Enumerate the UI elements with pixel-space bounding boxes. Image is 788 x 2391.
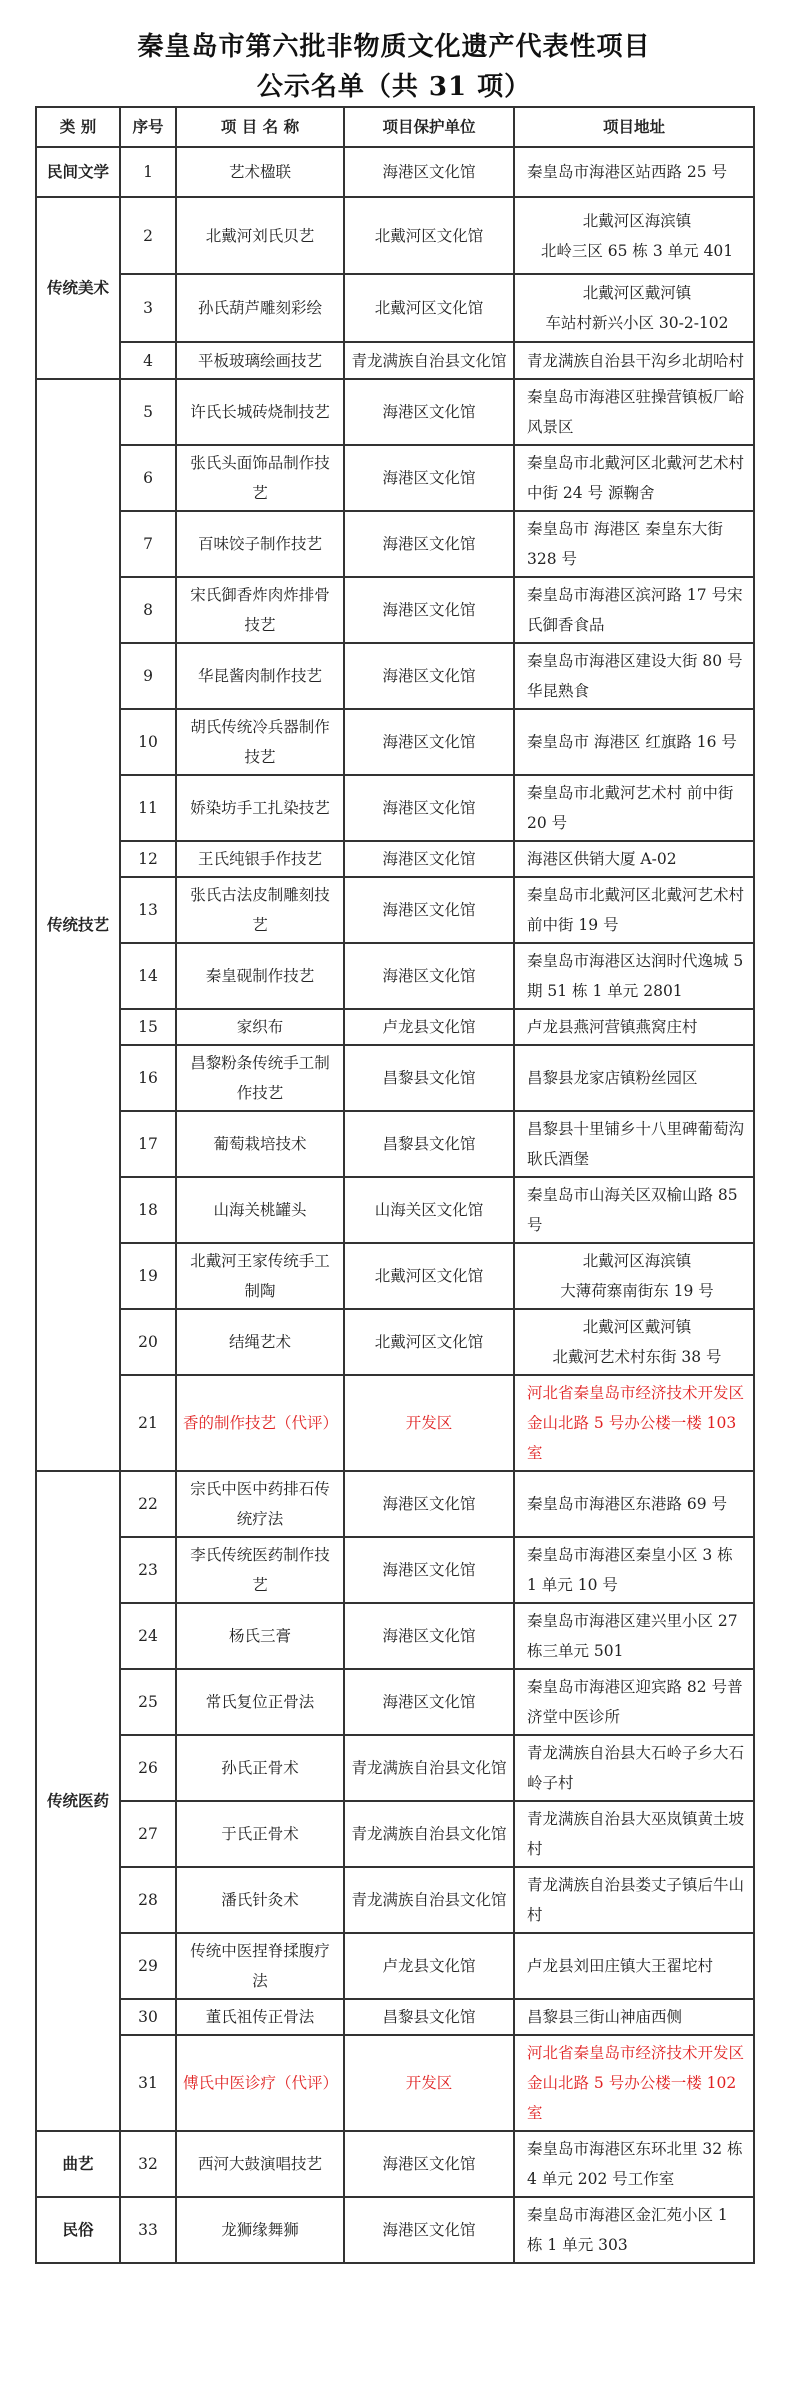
- project-name: 傅氏中医诊疗（代评）: [176, 2035, 344, 2131]
- row-number: 29: [120, 1933, 176, 1999]
- protection-unit: 海港区文化馆: [344, 841, 514, 877]
- protection-unit: 海港区文化馆: [344, 511, 514, 577]
- table-row: [36, 1243, 754, 1309]
- project-address: 秦皇岛市海港区东环北里 32 栋 4 单元 202 号工作室: [514, 2131, 754, 2197]
- table-row: [36, 1111, 754, 1177]
- protection-unit: 开发区: [344, 1375, 514, 1471]
- protection-unit: 北戴河区文化馆: [344, 1309, 514, 1375]
- project-address: 河北省秦皇岛市经济技术开发区金山北路 5 号办公楼一楼 102 室: [514, 2035, 754, 2131]
- project-name: 北戴河刘氏贝艺: [176, 197, 344, 274]
- project-address: 秦皇岛市海港区滨河路 17 号宋氏御香食品: [514, 577, 754, 643]
- table-row: [36, 1009, 754, 1045]
- row-number: 14: [120, 943, 176, 1009]
- row-number: 1: [120, 147, 176, 197]
- project-name: 平板玻璃绘画技艺: [176, 342, 344, 379]
- project-address: 秦皇岛市海港区达润时代逸城 5 期 51 栋 1 单元 2801: [514, 943, 754, 1009]
- table-row: [36, 1471, 754, 1537]
- project-address: 昌黎县龙家店镇粉丝园区: [514, 1045, 754, 1111]
- table-row: [36, 877, 754, 943]
- protection-unit: 海港区文化馆: [344, 379, 514, 445]
- project-name: 传统中医捏脊揉腹疗法: [176, 1933, 344, 1999]
- protection-unit: 北戴河区文化馆: [344, 1243, 514, 1309]
- table-row: [36, 2197, 754, 2263]
- project-name: 香的制作技艺（代评）: [176, 1375, 344, 1471]
- project-name: 华昆酱肉制作技艺: [176, 643, 344, 709]
- row-number: 11: [120, 775, 176, 841]
- project-name: 艺术楹联: [176, 147, 344, 197]
- project-name: 百味饺子制作技艺: [176, 511, 344, 577]
- project-address: 秦皇岛市海港区建设大街 80 号华昆熟食: [514, 643, 754, 709]
- project-address: 青龙满族自治县大石岭子乡大石岭子村: [514, 1735, 754, 1801]
- heritage-table: [35, 106, 755, 2264]
- category-cell: 传统医药: [36, 1471, 120, 2131]
- row-number: 13: [120, 877, 176, 943]
- table-row: [36, 943, 754, 1009]
- row-number: 25: [120, 1669, 176, 1735]
- category-cell: 民间文学: [36, 147, 120, 197]
- protection-unit: 青龙满族自治县文化馆: [344, 1801, 514, 1867]
- table-row: [36, 197, 754, 274]
- category-cell: 民俗: [36, 2197, 120, 2263]
- table-row: [36, 643, 754, 709]
- row-number: 30: [120, 1999, 176, 2035]
- table-row: [36, 1177, 754, 1243]
- table-row: [36, 1309, 754, 1375]
- protection-unit: 山海关区文化馆: [344, 1177, 514, 1243]
- project-name: 宗氏中医中药排石传统疗法: [176, 1471, 344, 1537]
- row-number: 24: [120, 1603, 176, 1669]
- project-name: 龙狮缘舞狮: [176, 2197, 344, 2263]
- header-name: 项 目 名 称: [176, 107, 344, 147]
- header-address: 项目地址: [514, 107, 754, 147]
- project-name: 许氏长城砖烧制技艺: [176, 379, 344, 445]
- protection-unit: 海港区文化馆: [344, 943, 514, 1009]
- row-number: 16: [120, 1045, 176, 1111]
- page-title: 秦皇岛市第六批非物质文化遗产代表性项目: [137, 32, 651, 62]
- table-row: [36, 2131, 754, 2197]
- protection-unit: 卢龙县文化馆: [344, 1933, 514, 1999]
- row-number: 32: [120, 2131, 176, 2197]
- table-row: [36, 1537, 754, 1603]
- row-number: 28: [120, 1867, 176, 1933]
- project-name: 山海关桃罐头: [176, 1177, 344, 1243]
- protection-unit: 青龙满族自治县文化馆: [344, 342, 514, 379]
- project-name: 昌黎粉条传统手工制作技艺: [176, 1045, 344, 1111]
- project-name: 结绳艺术: [176, 1309, 344, 1375]
- project-name: 北戴河王家传统手工制陶: [176, 1243, 344, 1309]
- project-name: 于氏正骨术: [176, 1801, 344, 1867]
- project-address: 海港区供销大厦 A-02: [514, 841, 754, 877]
- project-address: 卢龙县刘田庄镇大王翟坨村: [514, 1933, 754, 1999]
- row-number: 17: [120, 1111, 176, 1177]
- protection-unit: 海港区文化馆: [344, 1669, 514, 1735]
- protection-unit: 海港区文化馆: [344, 877, 514, 943]
- table-row: [36, 1603, 754, 1669]
- protection-unit: 海港区文化馆: [344, 577, 514, 643]
- row-number: 21: [120, 1375, 176, 1471]
- table-row: [36, 1933, 754, 1999]
- table-row: [36, 841, 754, 877]
- row-number: 31: [120, 2035, 176, 2131]
- project-name: 宋氏御香炸肉炸排骨技艺: [176, 577, 344, 643]
- category-cell: 传统美术: [36, 197, 120, 379]
- project-name: 张氏古法皮制雕刻技艺: [176, 877, 344, 943]
- protection-unit: 卢龙县文化馆: [344, 1009, 514, 1045]
- header-num: 序号: [120, 107, 176, 147]
- project-name: 孙氏葫芦雕刻彩绘: [176, 274, 344, 342]
- row-number: 4: [120, 342, 176, 379]
- row-number: 2: [120, 197, 176, 274]
- project-address: 秦皇岛市海港区驻操营镇板厂峪风景区: [514, 379, 754, 445]
- project-address: 秦皇岛市海港区东港路 69 号: [514, 1471, 754, 1537]
- project-address: 秦皇岛市北戴河区北戴河艺术村中街 24 号 源鞠舍: [514, 445, 754, 511]
- protection-unit: 昌黎县文化馆: [344, 1045, 514, 1111]
- table-row: [36, 147, 754, 197]
- protection-unit: 海港区文化馆: [344, 1537, 514, 1603]
- project-address: 秦皇岛市 海港区 秦皇东大街 328 号: [514, 511, 754, 577]
- project-address: 秦皇岛市山海关区双榆山路 85 号: [514, 1177, 754, 1243]
- protection-unit: 海港区文化馆: [344, 1471, 514, 1537]
- table-row: [36, 1867, 754, 1933]
- project-address: 秦皇岛市海港区秦皇小区 3 栋 1 单元 10 号: [514, 1537, 754, 1603]
- project-name: 潘氏针灸术: [176, 1867, 344, 1933]
- protection-unit: 海港区文化馆: [344, 147, 514, 197]
- table-row: [36, 709, 754, 775]
- project-name: 杨氏三膏: [176, 1603, 344, 1669]
- project-name: 娇染坊手工扎染技艺: [176, 775, 344, 841]
- table-row: [36, 342, 754, 379]
- row-number: 7: [120, 511, 176, 577]
- project-name: 董氏祖传正骨法: [176, 1999, 344, 2035]
- project-address: 秦皇岛市海港区建兴里小区 27 栋三单元 501: [514, 1603, 754, 1669]
- row-number: 3: [120, 274, 176, 342]
- project-address: 秦皇岛市 海港区 红旗路 16 号: [514, 709, 754, 775]
- row-number: 9: [120, 643, 176, 709]
- protection-unit: 昌黎县文化馆: [344, 1111, 514, 1177]
- project-address: 北戴河区戴河镇 北戴河艺术村东街 38 号: [514, 1309, 754, 1375]
- protection-unit: 青龙满族自治县文化馆: [344, 1735, 514, 1801]
- row-number: 8: [120, 577, 176, 643]
- project-name: 胡氏传统冷兵器制作技艺: [176, 709, 344, 775]
- table-row: [36, 1669, 754, 1735]
- row-number: 33: [120, 2197, 176, 2263]
- table-row: [36, 511, 754, 577]
- project-address: 青龙满族自治县大巫岚镇黄土坡村: [514, 1801, 754, 1867]
- table-row: [36, 1801, 754, 1867]
- protection-unit: 海港区文化馆: [344, 775, 514, 841]
- table-row: [36, 445, 754, 511]
- project-address: 秦皇岛市北戴河艺术村 前中街 20 号: [514, 775, 754, 841]
- protection-unit: 北戴河区文化馆: [344, 197, 514, 274]
- project-address: 秦皇岛市海港区站西路 25 号: [514, 147, 754, 197]
- project-name: 秦皇砚制作技艺: [176, 943, 344, 1009]
- row-number: 19: [120, 1243, 176, 1309]
- table-row: [36, 1045, 754, 1111]
- project-address: 北戴河区戴河镇 车站村新兴小区 30-2-102: [514, 274, 754, 342]
- protection-unit: 海港区文化馆: [344, 1603, 514, 1669]
- project-name: 家织布: [176, 1009, 344, 1045]
- protection-unit: 北戴河区文化馆: [344, 274, 514, 342]
- row-number: 23: [120, 1537, 176, 1603]
- project-address: 北戴河区海滨镇 北岭三区 65 栋 3 单元 401: [514, 197, 754, 274]
- protection-unit: 海港区文化馆: [344, 2197, 514, 2263]
- row-number: 6: [120, 445, 176, 511]
- table-row: [36, 274, 754, 342]
- project-address: 秦皇岛市海港区迎宾路 82 号普济堂中医诊所: [514, 1669, 754, 1735]
- protection-unit: 海港区文化馆: [344, 2131, 514, 2197]
- category-cell: 传统技艺: [36, 379, 120, 1471]
- protection-unit: 昌黎县文化馆: [344, 1999, 514, 2035]
- category-cell: 曲艺: [36, 2131, 120, 2197]
- project-address: 河北省秦皇岛市经济技术开发区金山北路 5 号办公楼一楼 103 室: [514, 1375, 754, 1471]
- table-row: [36, 775, 754, 841]
- table-body: [36, 147, 754, 2263]
- project-name: 西河大鼓演唱技艺: [176, 2131, 344, 2197]
- project-name: 孙氏正骨术: [176, 1735, 344, 1801]
- project-name: 张氏头面饰品制作技艺: [176, 445, 344, 511]
- row-number: 22: [120, 1471, 176, 1537]
- project-address: 卢龙县燕河营镇燕窝庄村: [514, 1009, 754, 1045]
- protection-unit: 开发区: [344, 2035, 514, 2131]
- project-address: 秦皇岛市海港区金汇苑小区 1 栋 1 单元 303: [514, 2197, 754, 2263]
- table-header-row: [36, 107, 754, 147]
- row-number: 15: [120, 1009, 176, 1045]
- project-address: 青龙满族自治县娄丈子镇后牛山村: [514, 1867, 754, 1933]
- project-address: 昌黎县三街山神庙西侧: [514, 1999, 754, 2035]
- row-number: 18: [120, 1177, 176, 1243]
- page-subtitle: 公示名单（共 31 项）: [256, 72, 532, 102]
- table-row: [36, 2035, 754, 2131]
- protection-unit: 海港区文化馆: [344, 643, 514, 709]
- table-row: [36, 1735, 754, 1801]
- table-row: [36, 577, 754, 643]
- header-unit: 项目保护单位: [344, 107, 514, 147]
- table-row: [36, 1999, 754, 2035]
- project-address: 昌黎县十里铺乡十八里碑葡萄沟耿氏酒堡: [514, 1111, 754, 1177]
- project-address: 秦皇岛市北戴河区北戴河艺术村前中街 19 号: [514, 877, 754, 943]
- project-address: 北戴河区海滨镇 大薄荷寨南街东 19 号: [514, 1243, 754, 1309]
- project-name: 常氏复位正骨法: [176, 1669, 344, 1735]
- row-number: 26: [120, 1735, 176, 1801]
- row-number: 27: [120, 1801, 176, 1867]
- project-name: 李氏传统医药制作技艺: [176, 1537, 344, 1603]
- table-row: [36, 379, 754, 445]
- header-category: 类 别: [36, 107, 120, 147]
- row-number: 10: [120, 709, 176, 775]
- protection-unit: 海港区文化馆: [344, 445, 514, 511]
- row-number: 20: [120, 1309, 176, 1375]
- table-row: [36, 1375, 754, 1471]
- row-number: 12: [120, 841, 176, 877]
- project-name: 王氏纯银手作技艺: [176, 841, 344, 877]
- row-number: 5: [120, 379, 176, 445]
- project-name: 葡萄栽培技术: [176, 1111, 344, 1177]
- protection-unit: 青龙满族自治县文化馆: [344, 1867, 514, 1933]
- protection-unit: 海港区文化馆: [344, 709, 514, 775]
- project-address: 青龙满族自治县干沟乡北胡哈村: [514, 342, 754, 379]
